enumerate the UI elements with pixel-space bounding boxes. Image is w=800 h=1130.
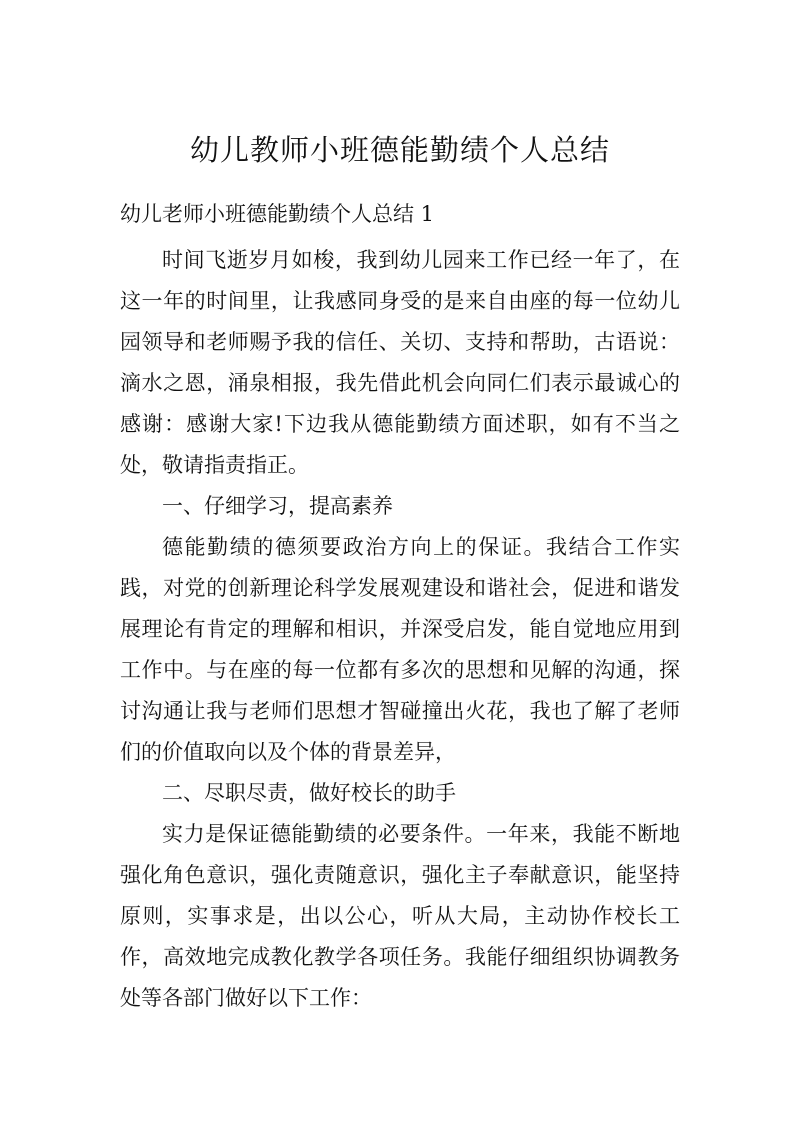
document-body xyxy=(120,240,680,1019)
paragraph-section-1: 德能勤绩的德须要政治方向上的保证。我结合工作实践，对党的创新理论科学发展观建设和谐社会，促进和谐发展理论有肯定的理解和相识，并深受启发，能自觉地应用到工作中。与在座的每一位都有多次的思想和见解的沟通，探讨沟通让我与老师们思想才智碰撞出火花，我也了解了老师们的价值取向以及个体的背景差异， xyxy=(120,535,680,764)
section-heading-1: 一、仔细学习，提高素养 xyxy=(162,494,393,518)
paragraph-section-2: 实力是保证德能勤绩的必要条件。一年来，我能不断地强化角色意识，强化责随意识，强化主子奉献意识，能坚持原则，实事求是，出以公心，听从大局，主动协作校长工作，高效地完成教化教学各项任务。我能仔细组织协调教务处等各部门做好以下工作： xyxy=(120,822,680,1010)
section-heading-2: 二、尽职尽责，做好校长的助手 xyxy=(162,781,456,805)
paragraph-intro: 时间飞逝岁月如梭，我到幼儿园来工作已经一年了，在这一年的时间里，让我感同身受的是来自由座的每一位幼儿园领导和老师赐予我的信任、关切、支持和帮助，古语说：滴水之恩，涌泉相报，我先借此机会向同仁们表示最诚心的感谢：感谢大家!下边我从德能勤绩方面述职，如有不当之处，敬请指责指正。 xyxy=(120,248,680,477)
document-subtitle: 幼儿老师小班德能勤绩个人总结 1 xyxy=(120,202,435,226)
document-title: 幼儿教师小班德能勤绩个人总结 xyxy=(189,133,610,167)
